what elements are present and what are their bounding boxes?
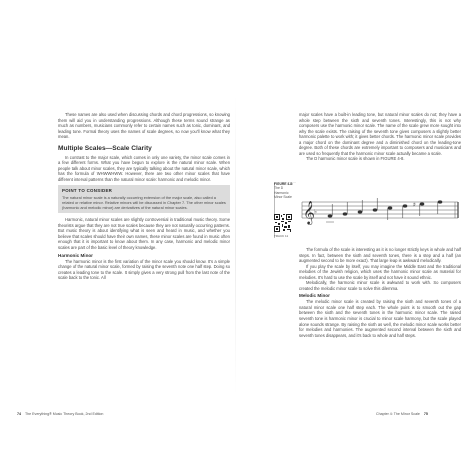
paragraph: In contrast to the major scale, which comes in only one variety, the minor scale comes in a few different forms. What you have begun to explore is the natural minor scale. When people talk about minor scales, they are typically talking about the natural minor scale, which has the formula of WHWWHWW. However, there are two other minor scales that have different interval patterns than the natural minor scale: harmonic and melodic minor. bbox=[58, 154, 230, 182]
paragraph: The D harmonic minor scale is shown in FIGURE 4-8. bbox=[306, 156, 405, 162]
track-label: TRACK 11 bbox=[274, 234, 289, 238]
figure-caption bbox=[274, 182, 296, 199]
page-number: 75 bbox=[423, 412, 428, 416]
book-gutter bbox=[235, 95, 236, 395]
paragraph: The harmonic minor is the first variation of the minor scale you should know. It's a simple change of the natural minor scale, formed by raising the seventh note one half step. Doing so creates a leading tone to the scale. It simply gives a very strong pull from the last note of the scale back to the tonic. All bbox=[58, 258, 230, 281]
subheading: Harmonic Minor bbox=[58, 252, 93, 258]
note-text: The natural minor scale is a naturally occurring extension of the major scale, also called a related or relative minor. Relative minors will be discussed in Chapter 7. The other minor scales (harmonic and melodic minor) are derivatives of the natural minor scales. bbox=[62, 195, 226, 211]
paragraph: The formula of the scale is interesting as it is no longer strictly keys in whole and half steps. In fact, between the sixth and seventh tones, there is a step and a half (an augmented second to be more exact). That large leap is awkward melodically. bbox=[299, 247, 461, 264]
right-footer bbox=[376, 412, 431, 416]
right-page-text-bottom bbox=[299, 247, 461, 338]
paragraph: major scales have a built-in leading tone, but natural minor scales do not; they have a whole step between the sixth and seventh tones. Interestingly, this is not why composers use the harmonic minor scale. The name of the scale grew more sought into why the scale exists. The raising of the seventh tone gives composers a slightly better harmonic palette to work with; it gives better chords. The harmonic minor scale provides a major chord on the dominant degree and a diminished chord on the leading-tone degree. Both of these chords are extremely important to composers and musicians and are used so frequently that the harmonic minor scale actually became a scale. bbox=[299, 112, 461, 156]
note-title: POINT TO CONSIDER bbox=[62, 188, 113, 194]
svg-text:♭: ♭ bbox=[314, 208, 317, 216]
svg-text:𝄞: 𝄞 bbox=[303, 200, 315, 224]
footer-text: Chapter 4: The Minor Scale bbox=[376, 412, 420, 416]
figure-label: FIGURE 4-8: bbox=[274, 182, 294, 186]
paragraph: Melodically, the harmonic minor scale is awkward to work with. So composers created the melodic minor scale to solve this dilemma. bbox=[299, 280, 461, 291]
left-footer bbox=[14, 412, 103, 416]
figure-caption-line: Minor Scale bbox=[274, 195, 292, 200]
point-to-consider-box bbox=[58, 185, 230, 213]
paragraph: Harmonic, natural minor scales are slightly controversial in traditional music theory. Some theorists argue that they are not true scales because they are not naturally occurring patterns. But music theory is about identifying what is seen and heard in music, and whether you believe that scales should have their own names, these minor scales are found in music often enough that it is important to know about them. In any case, harmonic and melodic minor scales are part of the basic level of theory knowledge. bbox=[58, 217, 230, 251]
paragraph: These names are also used when discussing chords and chord progressions, so knowing them will aid you in understanding progressions. Although these terms sound strange as much as numbers, musicians commonly refer to certain names such as tonic, dominant, and leading tone. Formal theory uses the names of scale degrees, so now you'll know what they mean. bbox=[58, 112, 230, 140]
figure-caption-line: Harmonic bbox=[274, 190, 289, 195]
page-number: 74 bbox=[17, 412, 21, 416]
svg-text:♯: ♯ bbox=[413, 201, 416, 209]
music-staff-figure bbox=[300, 180, 460, 244]
figure-caption-line: The D bbox=[274, 186, 284, 191]
paragraph: The melodic minor scale is created by raising the sixth and seventh tones of a natural minor scale one half step each. The whole point is to smooth out the gap between the sixth and the seventh tones in the harmonic minor scale. The raised seventh tone is harmonic minor is crucial to minor scale harmony, but the scale played alone sounds strange. By raising the sixth as well, the melodic minor scale works better for melodies and harmonies. The augmented second interval between the sixth and seventh tones disappears, and it's back to whole and half steps. bbox=[299, 299, 461, 338]
right-page-text-top bbox=[299, 112, 461, 162]
subheading: Melodic Minor bbox=[299, 293, 330, 299]
paragraph: If you play the scale by itself, you may imagine the Middle East and the traditional melodies of the Jewish religion, which uses the harmonic minor scale as material for melodies. It's hard to use the scale by itself and not have it sound ethnic. bbox=[299, 263, 461, 280]
footer-text: The Everything® Music Theory Book, 2nd Edition bbox=[24, 412, 104, 416]
section-heading: Multiple Scales—Scale Clarity bbox=[58, 144, 152, 152]
qr-code-icon[interactable] bbox=[274, 214, 292, 232]
left-page-text bbox=[58, 112, 230, 281]
